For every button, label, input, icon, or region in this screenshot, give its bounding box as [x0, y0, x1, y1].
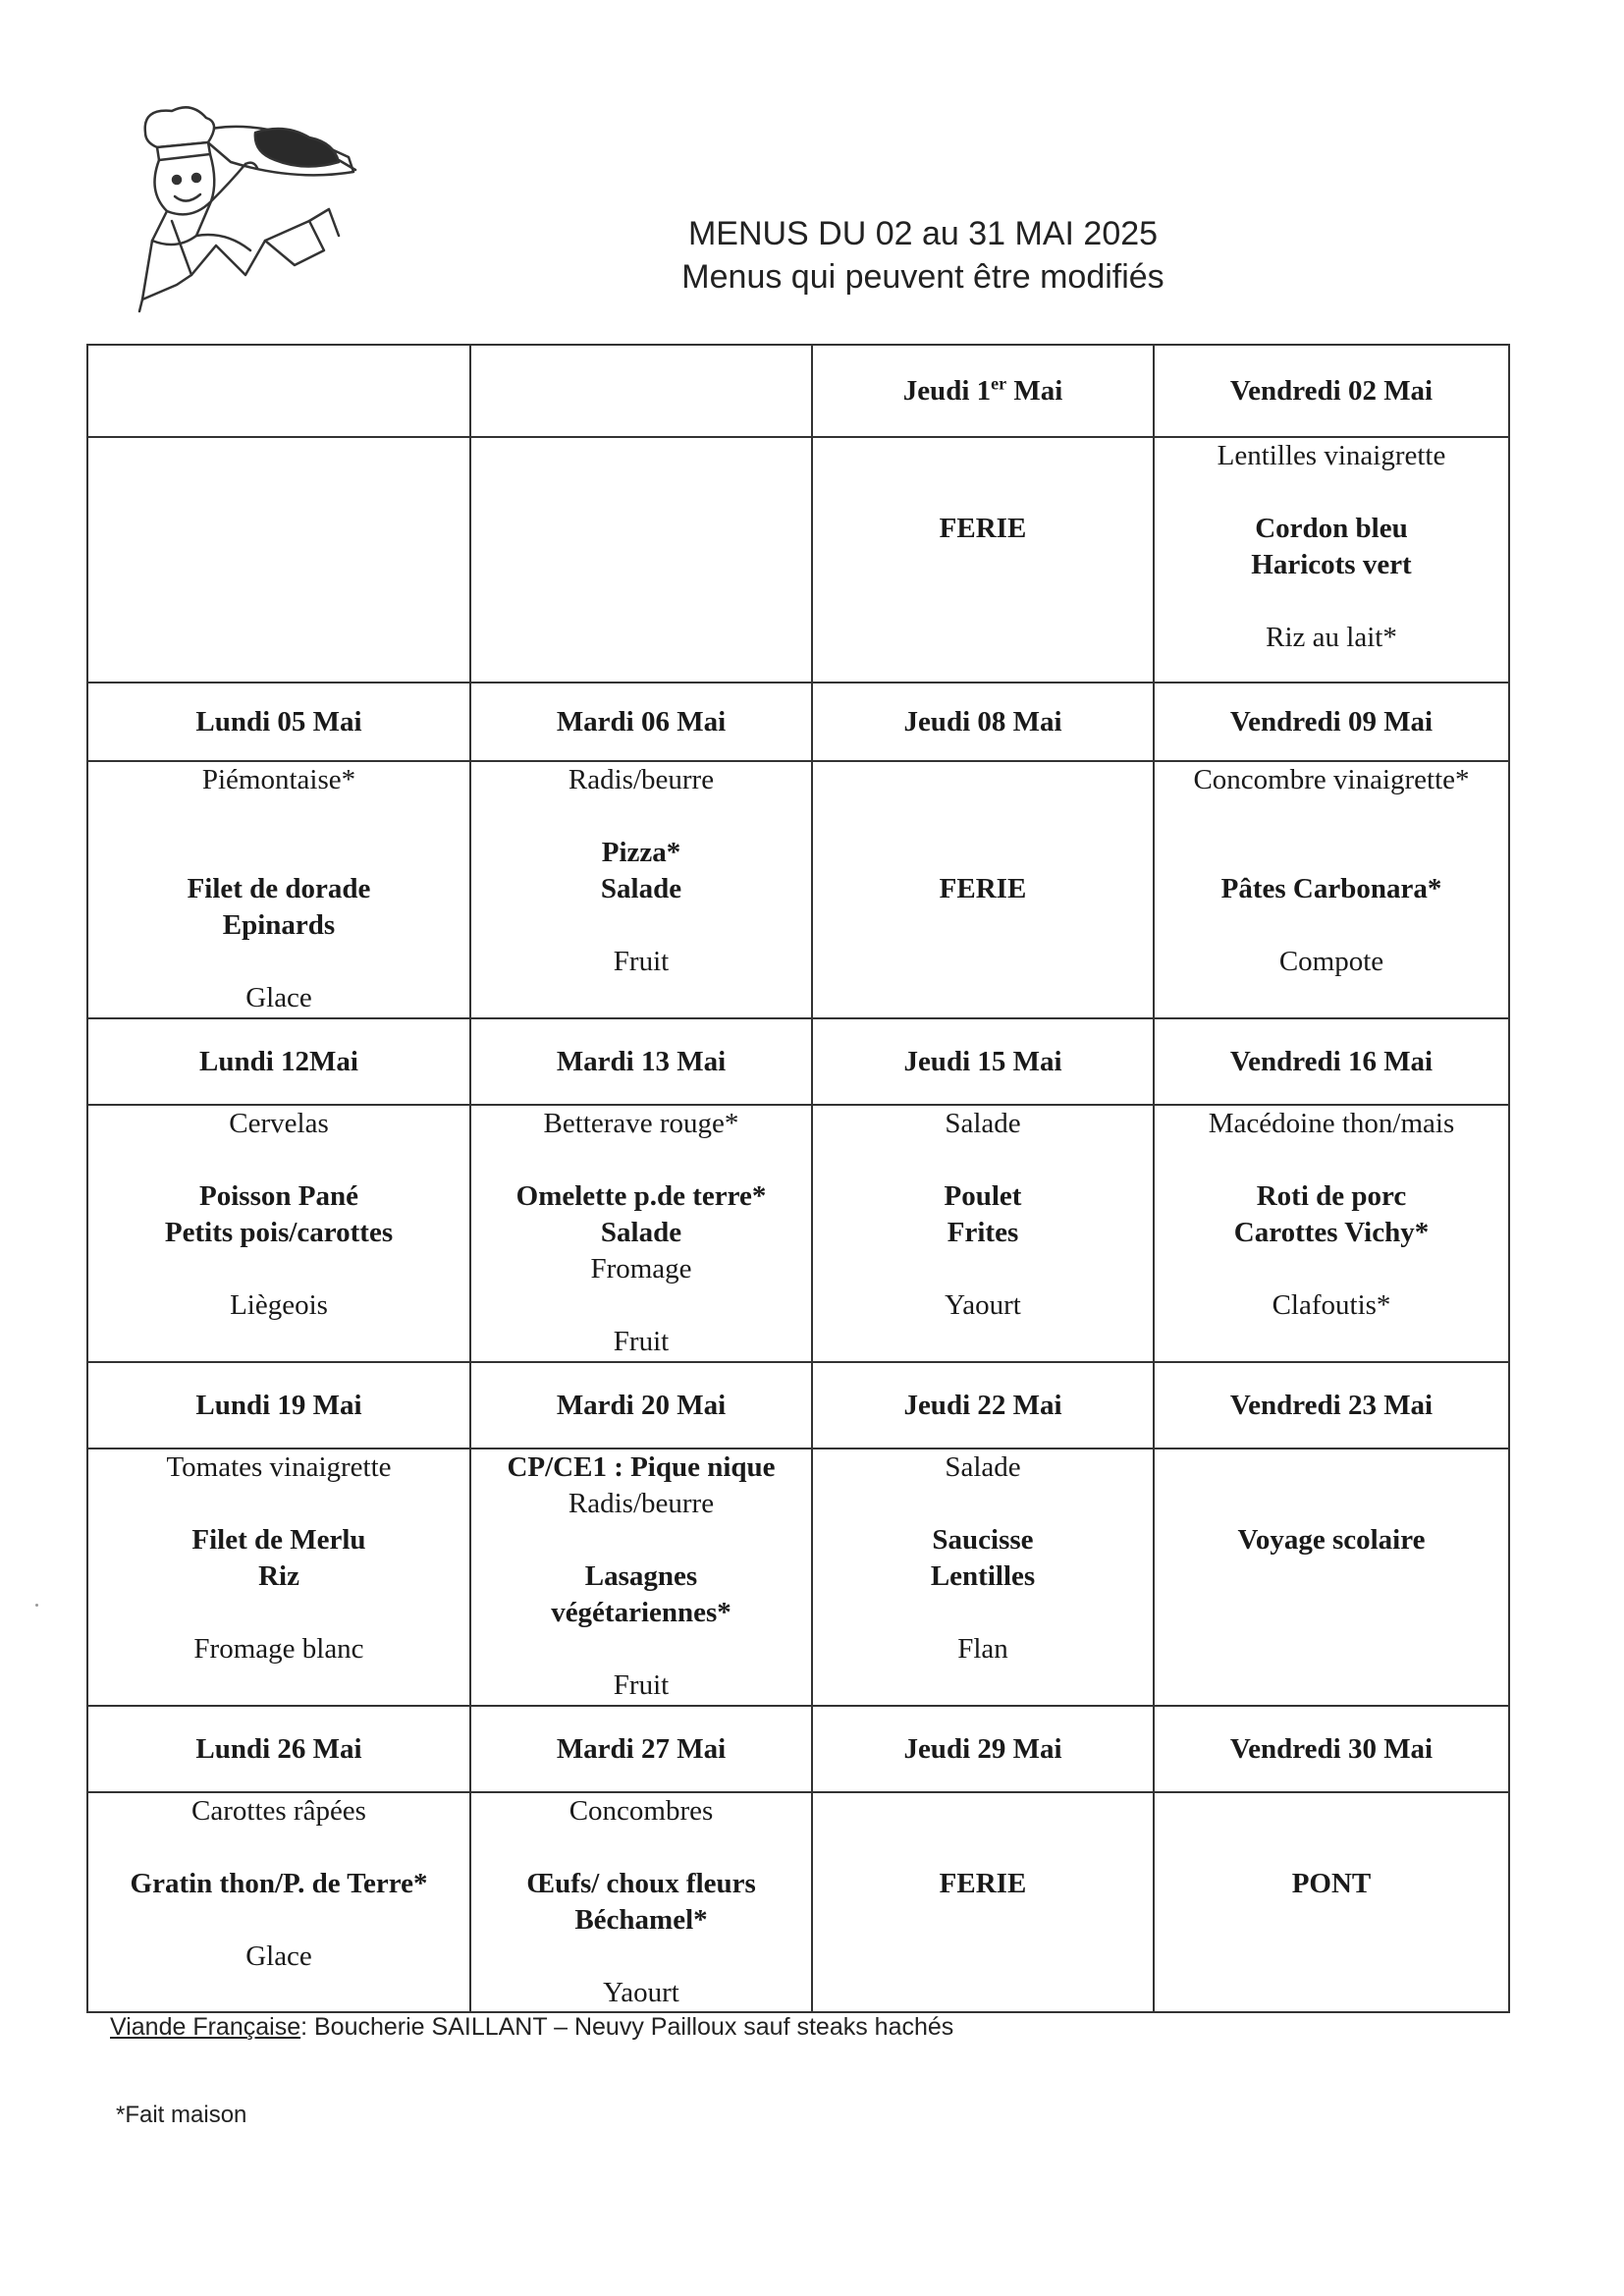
day-header-row	[87, 683, 1509, 761]
day-label: Lundi 12Mai	[199, 1045, 358, 1077]
spacer	[819, 1595, 1147, 1631]
spacer	[94, 944, 463, 980]
spacer	[819, 835, 1147, 871]
side-dish: Riz au lait*	[1266, 622, 1397, 653]
day-header	[812, 1018, 1154, 1105]
main-dish: Pizza*	[601, 837, 681, 868]
main-dish: Salade	[600, 873, 682, 904]
meat-origin-text: : Boucherie SAILLANT – Neuvy Pailloux sauf steaks hachés	[300, 2013, 954, 2041]
spacer	[477, 1631, 805, 1667]
side-dish: Tomates vinaigrette	[166, 1451, 392, 1483]
meat-origin-label: Viande Française	[110, 2013, 301, 2041]
spacer	[477, 1522, 805, 1558]
side-dish: Compote	[1278, 946, 1384, 977]
day-header	[470, 345, 812, 437]
spacer	[94, 835, 463, 871]
day-label-month: Mai	[1006, 374, 1063, 407]
spacer	[819, 1251, 1147, 1287]
main-dish: Voyage scolaire	[1237, 1524, 1426, 1556]
day-label: Vendredi 09 Mai	[1229, 705, 1434, 738]
day-header	[87, 345, 470, 437]
spacer	[94, 1830, 463, 1866]
spacer	[819, 798, 1147, 835]
side-dish: Carottes râpées	[191, 1795, 366, 1827]
day-header	[1154, 683, 1509, 761]
page-title	[628, 212, 1218, 299]
spacer	[477, 1939, 805, 1975]
main-dish: Pâtes Carbonara*	[1220, 873, 1442, 904]
main-dish: Filet de dorade	[187, 873, 371, 904]
meal-cell	[812, 761, 1154, 1018]
side-dish: Salade	[945, 1451, 1021, 1483]
spacer	[819, 438, 1147, 474]
spacer	[94, 798, 463, 835]
spacer	[1161, 474, 1502, 511]
day-label-ordinal: er	[991, 372, 1007, 393]
main-dish: Poulet	[944, 1180, 1022, 1212]
main-dish: Œufs/ choux fleurs	[526, 1868, 756, 1899]
day-header	[1154, 345, 1509, 437]
day-header	[470, 1706, 812, 1792]
main-dish: Cordon bleu	[1255, 513, 1408, 544]
meal-cell	[470, 1105, 812, 1362]
meal-cell	[1154, 761, 1509, 1018]
meal-row	[87, 437, 1509, 683]
day-header	[812, 1706, 1154, 1792]
main-dish: Riz	[258, 1560, 299, 1592]
homemade-note: *Fait maison	[116, 2102, 247, 2128]
meal-row	[87, 1449, 1509, 1706]
day-label: Jeudi 29 Mai	[903, 1732, 1062, 1765]
day-header-row	[87, 1018, 1509, 1105]
side-dish: Glace	[245, 1941, 312, 1972]
main-dish: Haricots vert	[1251, 549, 1412, 580]
main-dish: Lasagnes	[584, 1560, 698, 1592]
main-dish: Saucisse	[932, 1524, 1034, 1556]
day-label: Mardi 27 Mai	[556, 1732, 727, 1765]
spacer	[1161, 798, 1502, 835]
spacer	[819, 1142, 1147, 1178]
side-dish: Concombres	[568, 1795, 714, 1827]
spacer	[819, 762, 1147, 798]
main-dish: Salade	[600, 1217, 682, 1248]
side-dish: Piémontaise*	[201, 764, 356, 795]
menu-table	[86, 344, 1510, 2013]
spacer	[94, 1902, 463, 1939]
side-dish: Flan	[957, 1633, 1008, 1665]
spacer	[1161, 1251, 1502, 1287]
spacer	[94, 1595, 463, 1631]
spacer	[1161, 583, 1502, 620]
day-header	[812, 345, 1154, 437]
side-dish: Clafoutis*	[1272, 1289, 1391, 1321]
spacer	[94, 1486, 463, 1522]
side-dish: Yaourt	[945, 1289, 1021, 1321]
main-dish: végétariennes*	[551, 1597, 731, 1628]
day-header-row	[87, 1706, 1509, 1792]
day-label: Mardi 13 Mai	[556, 1045, 727, 1077]
title-line-1: MENUS DU 02 au 31 MAI 2025	[687, 215, 1159, 252]
spacer	[477, 798, 805, 835]
side-dish: Fromage	[590, 1253, 692, 1285]
meal-row	[87, 1792, 1509, 2012]
spacer	[477, 907, 805, 944]
day-label: Jeudi 08 Mai	[903, 705, 1062, 738]
day-header	[87, 1018, 470, 1105]
side-dish: Glace	[245, 982, 312, 1013]
day-header	[812, 1362, 1154, 1449]
side-dish: Macédoine thon/mais	[1208, 1108, 1455, 1139]
meal-row	[87, 761, 1509, 1018]
main-dish: Carottes Vichy*	[1233, 1217, 1430, 1248]
main-dish: Omelette p.de terre*	[515, 1180, 767, 1212]
main-dish: Béchamel*	[574, 1904, 708, 1936]
day-header	[87, 1362, 470, 1449]
side-dish: Fruit	[613, 1326, 670, 1357]
spacer	[819, 1486, 1147, 1522]
main-dish: CP/CE1 : Pique nique	[507, 1451, 776, 1483]
day-label: Jeudi 15 Mai	[903, 1045, 1062, 1077]
spacer	[1161, 1142, 1502, 1178]
side-dish: Yaourt	[603, 1977, 679, 2008]
scan-speck	[35, 1604, 38, 1607]
day-header	[812, 683, 1154, 761]
day-label: Vendredi 23 Mai	[1229, 1389, 1434, 1421]
spacer	[819, 474, 1147, 511]
main-dish: Frites	[947, 1217, 1019, 1248]
main-dish: Filet de Merlu	[191, 1524, 366, 1556]
main-dish: Lentilles	[930, 1560, 1036, 1592]
meal-cell	[1154, 1449, 1509, 1706]
day-header	[87, 1706, 470, 1792]
meal-cell	[1154, 437, 1509, 683]
side-dish: Salade	[945, 1108, 1021, 1139]
spacer	[1161, 1486, 1502, 1522]
spacer	[477, 1830, 805, 1866]
day-label: Vendredi 16 Mai	[1229, 1045, 1434, 1077]
main-dish: FERIE	[939, 1868, 1027, 1899]
side-dish: Fruit	[613, 946, 670, 977]
spacer	[1161, 1830, 1502, 1866]
meal-cell	[812, 1105, 1154, 1362]
side-dish: Fruit	[613, 1669, 670, 1701]
spacer	[1161, 1449, 1502, 1486]
side-dish: Lentilles vinaigrette	[1217, 440, 1446, 471]
day-header	[87, 683, 470, 761]
spacer	[94, 1142, 463, 1178]
day-label: Mardi 20 Mai	[556, 1389, 727, 1421]
meat-origin-note	[110, 2013, 953, 2042]
spacer	[477, 1142, 805, 1178]
main-dish: Roti de porc	[1256, 1180, 1407, 1212]
spacer	[477, 1287, 805, 1324]
meal-cell	[87, 761, 470, 1018]
day-header-row	[87, 1362, 1509, 1449]
day-header	[1154, 1706, 1509, 1792]
day-label: Vendredi 02 Mai	[1229, 374, 1434, 407]
spacer	[819, 1793, 1147, 1830]
day-label: Lundi 05 Mai	[195, 705, 362, 738]
side-dish: Fromage blanc	[193, 1633, 364, 1665]
meal-cell	[470, 1449, 812, 1706]
day-header	[470, 1018, 812, 1105]
meal-cell	[87, 1792, 470, 2012]
day-header	[470, 683, 812, 761]
side-dish: Cervelas	[229, 1108, 329, 1139]
meal-cell	[1154, 1105, 1509, 1362]
day-label: Jeudi 22 Mai	[903, 1389, 1062, 1421]
title-line-2: Menus qui peuvent être modifiés	[681, 258, 1164, 296]
day-label: Vendredi 30 Mai	[1229, 1732, 1434, 1765]
day-label: Lundi 19 Mai	[195, 1389, 362, 1421]
spacer	[819, 1830, 1147, 1866]
meal-cell	[470, 1792, 812, 2012]
day-label: Lundi 26 Mai	[195, 1732, 362, 1765]
side-dish: Concombre vinaigrette*	[1193, 764, 1470, 795]
side-dish: Betterave rouge*	[543, 1108, 739, 1139]
main-dish: Petits pois/carottes	[164, 1217, 394, 1248]
day-header	[470, 1362, 812, 1449]
side-dish: Liègeois	[230, 1289, 328, 1321]
meal-cell	[1154, 1792, 1509, 2012]
spacer	[1161, 907, 1502, 944]
meal-cell	[812, 1792, 1154, 2012]
chef-logo-icon	[137, 103, 373, 314]
main-dish: FERIE	[939, 513, 1027, 544]
spacer	[1161, 835, 1502, 871]
meal-cell	[87, 1449, 470, 1706]
meal-cell	[87, 437, 470, 683]
main-dish: Gratin thon/P. de Terre*	[130, 1868, 428, 1899]
meal-cell	[87, 1105, 470, 1362]
main-dish: Epinards	[222, 909, 336, 941]
meal-row	[87, 1105, 1509, 1362]
day-header-row	[87, 345, 1509, 437]
spacer	[94, 1251, 463, 1287]
day-label: Mardi 06 Mai	[556, 705, 727, 738]
main-dish: FERIE	[939, 873, 1027, 904]
day-label: Jeudi 1	[902, 374, 992, 407]
meal-cell	[470, 437, 812, 683]
meal-cell	[470, 761, 812, 1018]
meal-cell	[812, 437, 1154, 683]
side-dish: Radis/beurre	[568, 1488, 715, 1519]
main-dish: Poisson Pané	[199, 1180, 358, 1212]
meal-cell	[812, 1449, 1154, 1706]
day-header	[1154, 1362, 1509, 1449]
side-dish: Radis/beurre	[568, 764, 715, 795]
day-header	[1154, 1018, 1509, 1105]
main-dish: PONT	[1291, 1868, 1372, 1899]
spacer	[1161, 1793, 1502, 1830]
